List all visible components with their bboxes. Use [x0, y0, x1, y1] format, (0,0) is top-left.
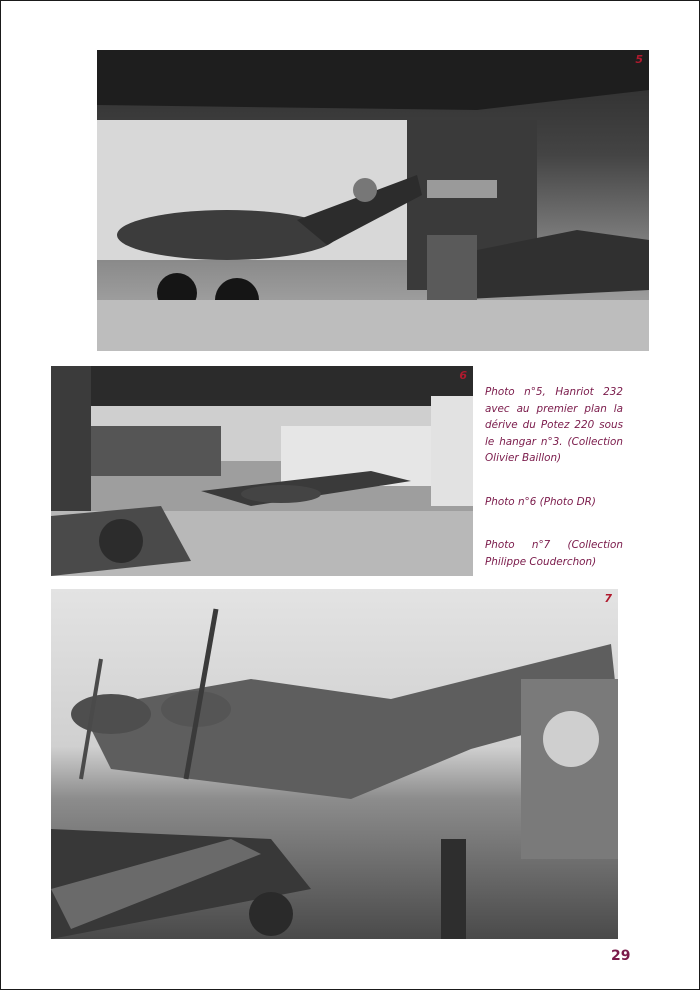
photo-5 — [97, 50, 649, 351]
photo-6 — [51, 366, 473, 576]
caption-photo-5: Photo n°5, Hanriot 232 avec au premier plan la dérive du Potez 220 sous le hangar n°3. (Collection Olivier Baillon) — [485, 386, 623, 464]
photo-5-image — [97, 50, 649, 351]
caption-photo-6: Photo n°6 (Photo DR) — [485, 495, 596, 508]
photo-6-number: 6 — [459, 369, 467, 382]
photo-7-image — [51, 589, 618, 939]
page-number: 29 — [611, 948, 631, 964]
photo-7-number: 7 — [604, 592, 612, 605]
photo-7 — [51, 589, 618, 939]
caption-photo-7: Photo n°7 (Collection Philippe Couderchon) — [485, 539, 623, 568]
photo-6-image — [51, 366, 473, 576]
photo-5-number: 5 — [635, 53, 643, 66]
caption-block — [485, 384, 623, 570]
